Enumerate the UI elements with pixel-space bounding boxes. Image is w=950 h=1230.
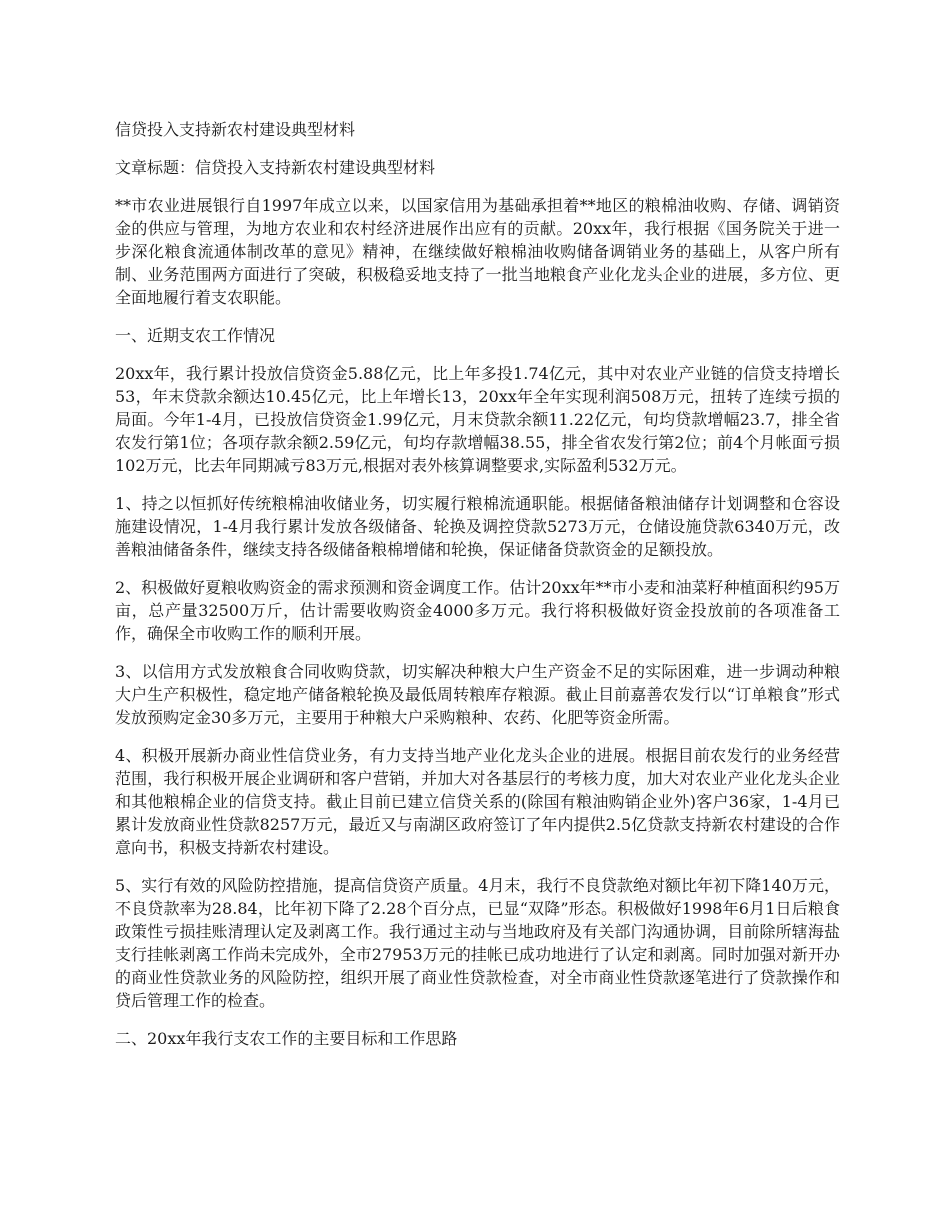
intro-paragraph: **市农业进展银行自1997年成立以来，以国家信用为基础承担着**地区的粮棉油收购、存储、调销资金的供应与管理，为地方农业和农村经济进展作出应有的贡献。20xx年，我行根据《国务院关于进一步深化粮食流通体制改革的意见》精神，在继续做好粮棉油收购储备调销业务的基础上，从客户所有制、业务范围两方面进行了突破，积极稳妥地支持了一批当地粮食产业化龙头企业的进展，多方位、更全面地履行着支农职能。 — [115, 196, 840, 307]
section-1-heading: 一、近期支农工作情况 — [115, 326, 276, 345]
item-4-paragraph: 4、积极开展新办商业性信贷业务，有力支持当地产业化龙头企业的进展。根据目前农发行的业务经营范围，我行积极开展企业调研和客户营销，并加大对各基层行的考核力度，加大对农业产业化龙头企业和其他粮棉企业的信贷支持。截止目前已建立信贷关系的(除国有粮油购销企业外)客户36家，1-4月已累计发放商业性贷款8257万元，最近又与南湖区政府签订了年内提供2.5亿贷款支持新农村建设的合作意向书，积极支持新农村建设。 — [115, 746, 840, 857]
section-2-heading: 二、20xx年我行支农工作的主要目标和工作思路 — [115, 1029, 458, 1048]
item-1-paragraph: 1、持之以恒抓好传统粮棉油收储业务，切实履行粮棉流通职能。根据储备粮油储存计划调整和仓容设施建设情况，1-4月我行累计发放各级储备、轮换及调控贷款5273万元，仓储设施贷款6340万元，改善粮油储备条件，继续支持各级储备粮棉增储和轮换，保证储备贷款资金的足额投放。 — [115, 494, 840, 559]
item-2-paragraph: 2、积极做好夏粮收购资金的需求预测和资金调度工作。估计20xx年**市小麦和油菜籽种植面积约95万亩，总产量32500万斤，估计需要收购资金4000多万元。我行将积极做好资金投放前的各项准备工作，确保全市收购工作的顺利开展。 — [115, 578, 840, 643]
item-5-paragraph: 5、实行有效的风险防控措施，提高信贷资产质量。4月末，我行不良贷款绝对额比年初下降140万元，不良贷款率为28.84，比年初下降了2.28个百分点，已显“双降”形态。积极做好1998年6月1日后粮食政策性亏损挂账清理认定及剥离工作。我行通过主动与当地政府及有关部门沟通协调，目前除所辖海盐支行挂帐剥离工作尚未完成外，全市27953万元的挂帐已成功地进行了认定和剥离。同时加强对新开办的商业性贷款业务的风险防控，组织开展了商业性贷款检查，对全市商业性贷款逐笔进行了贷款操作和贷后管理工作的检查。 — [115, 876, 840, 1010]
section-1-summary: 20xx年，我行累计投放信贷资金5.88亿元，比上年多投1.74亿元，其中对农业产业链的信贷支持增长53，年末贷款余额达10.45亿元，比上年增长13，20xx年全年实现利润508万元，扭转了连续亏损的局面。今年1-4月，已投放信贷资金1.99亿元，月末贷款余额11.22亿元，旬均贷款增幅23.7，排全省农发行第1位；各项存款余额2.59亿元，旬均存款增幅38.55，排全省农发行第2位；前4个月帐面亏损102万元，比去年同期减亏83万元,根据对表外核算调整要求,实际盈利532万元。 — [115, 364, 840, 475]
article-title: 文章标题：信贷投入支持新农村建设典型材料 — [115, 158, 436, 177]
item-3-paragraph: 3、以信用方式发放粮食合同收购贷款，切实解决种粮大户生产资金不足的实际困难，进一步调动种粮大户生产积极性，稳定地产储备粮轮换及最低周转粮库存粮源。截止目前嘉善农发行以“订单粮食”形式发放预购定金30多万元，主要用于种粮大户采购粮种、农药、化肥等资金所需。 — [115, 662, 840, 727]
document-title: 信贷投入支持新农村建设典型材料 — [115, 120, 356, 139]
document-page — [115, 118, 840, 1065]
